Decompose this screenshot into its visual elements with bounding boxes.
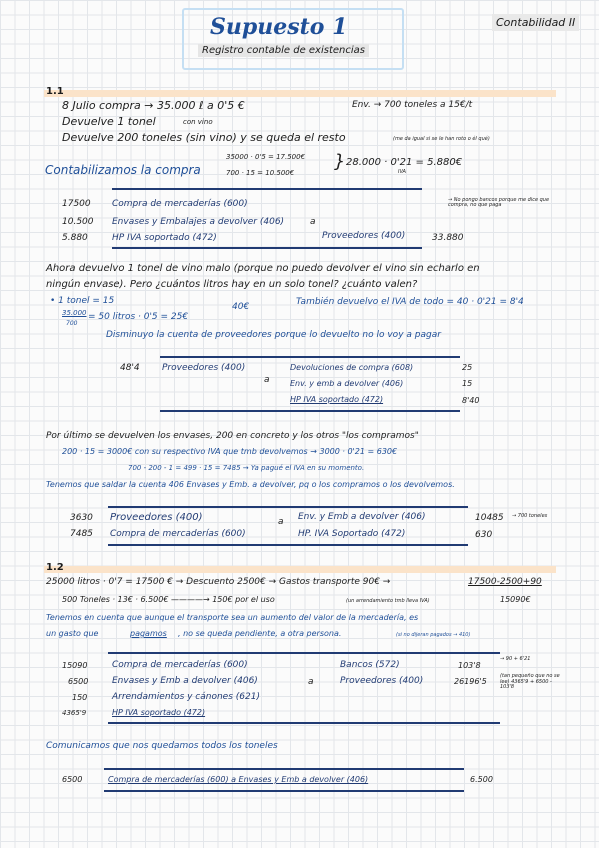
- entry-rule-top: [112, 188, 422, 190]
- sec2-line-1-calc: 17500-2500+90: [468, 577, 542, 587]
- iva-line: También devuelvo el IVA de todo = 40 · 0'21 = 8'4: [296, 297, 524, 307]
- entry5-amt-2: 6.500: [470, 775, 493, 784]
- entry2-debit-amt: 48'4: [120, 363, 140, 373]
- side-note: → No pongo bancos porque me dice que compra, no que paga: [448, 197, 550, 208]
- entry5-rule-top: [104, 768, 464, 770]
- settle-line: Tenemos que saldar la cuenta 406 Envases y Emb. a devolver, pq o los compramos o los devolvemos.: [46, 480, 455, 489]
- entry1-amt-3: 5.880: [62, 233, 88, 243]
- entry4-amt-4: 4365'9: [62, 709, 87, 717]
- entry4-acct-2: Envases y Emb a devolver (406): [112, 676, 258, 686]
- section-label: 1.1: [46, 86, 64, 97]
- sec2-line-2: 500 Toneles · 13€ · 6.500€ ————→ 150€ por el uso: [62, 595, 275, 604]
- entry4-a: a: [308, 677, 314, 687]
- entry5-text: Compra de mercaderías (600) a Envases y Emb a devolver (406): [108, 775, 369, 784]
- entry3-acct-2: Compra de mercaderías (600): [110, 529, 246, 539]
- bullet-2-numerator: 35.000: [62, 309, 87, 317]
- bullet-2-denominator: 700: [66, 320, 78, 327]
- entry1-acct-3: HP IVA soportado (472): [112, 233, 217, 243]
- entry4-credit-2: Proveedores (400): [340, 676, 424, 686]
- calc-iva-label: IVA: [398, 169, 406, 175]
- sec2-para-1: Tenemos en cuenta que aunque el transporte sea un aumento del valor de la mercadería, es: [46, 613, 419, 622]
- entry4-acct-3: Arrendamientos y cánones (621): [112, 692, 260, 702]
- section-label-2: 1.2: [46, 562, 64, 573]
- return-line-2-note: (me da igual si se le han roto o él qué): [393, 136, 490, 142]
- calc-line-2: 700 · 15 = 10.500€: [226, 169, 295, 177]
- entry2-credit-1-amt: 25: [462, 363, 473, 372]
- calc-line-3: 28.000 · 0'21 = 5.880€: [346, 157, 463, 168]
- entry2-a: a: [264, 375, 270, 385]
- course-label: Contabilidad II: [492, 14, 579, 31]
- return-line-2: Devuelve 200 toneles (sin vino) y se queda el resto: [62, 131, 346, 144]
- entry2-credit-1: Devoluciones de compra (608): [290, 363, 414, 372]
- sec2-para-2d: (si no dijeran pagados → 410): [396, 632, 471, 638]
- entry4-rule-top: [108, 652, 500, 654]
- entry4-rule-bottom: [108, 722, 500, 724]
- entry4-amt-3: 150: [72, 693, 88, 702]
- entry4-credit-2-amt: 26196'5: [454, 677, 487, 686]
- calc-line-1: 35000 · 0'5 = 17.500€: [226, 153, 306, 161]
- sec2-line-1: 25000 litros · 0'7 = 17500 € → Descuento 2500€ → Gastos transporte 90€ →: [46, 577, 391, 587]
- brace: }: [334, 151, 346, 172]
- entry5-rule-bottom: [104, 790, 464, 792]
- sec2-para-2a: un gasto que: [46, 629, 99, 638]
- entry4-amt-2: 6500: [68, 677, 89, 686]
- entry5-amt: 6500: [62, 775, 83, 784]
- returns-calc-2: 700 - 200 - 1 = 499 · 15 = 7485 → Ya pagué el IVA en su momento.: [128, 464, 365, 472]
- purchase-line: 8 Julio compra → 35.000 ℓ a 0'5 €: [62, 99, 245, 112]
- entry4-credit-1: Bancos (572): [340, 660, 400, 670]
- entry3-credit-2: HP. IVA Soportado (472): [298, 529, 406, 539]
- sec2-line-1-result: 15090€: [500, 595, 531, 604]
- section-band: [44, 90, 556, 97]
- bullet-2: = 50 litros · 0'5 = 25€: [88, 312, 189, 322]
- entry4-tiny-note-2: (tan pequeño que no se lee) 4365'9 + 6500 - 103'8: [500, 673, 560, 690]
- entry3-side-note: → 700 toneles: [512, 513, 548, 519]
- entry2-debit: Proveedores (400): [162, 363, 246, 373]
- entry3-rule-top: [108, 506, 468, 508]
- entry3-amt-2: 7485: [70, 529, 93, 539]
- entry1-credit-amt: 33.880: [432, 233, 464, 243]
- brace-total: 40€: [232, 302, 250, 312]
- returns-calc-1: 200 · 15 = 3000€ con su respectivo IVA que tmb devolvemos → 3000 · 0'21 = 630€: [62, 447, 398, 456]
- entry3-acct-1: Proveedores (400): [110, 512, 203, 523]
- entry3-credit-2-amt: 630: [475, 530, 493, 540]
- sec2-para-2c: , no se queda pendiente, a otra persona.: [178, 629, 342, 638]
- entry2-rule-bottom: [160, 410, 460, 412]
- entry1-credit: Proveedores (400): [322, 231, 406, 241]
- entry2-credit-2-amt: 15: [462, 379, 473, 388]
- entry1-a: a: [310, 217, 316, 227]
- contabilizamos-heading: Contabilizamos la compra: [45, 163, 201, 177]
- entry3-a: a: [278, 517, 284, 527]
- para-line-2: ningún envase). Pero ¿cuántos litros hay en un solo tonel? ¿cuánto valen?: [46, 279, 418, 290]
- return-line-1-note: con vino: [183, 118, 213, 126]
- entry1-acct-1: Compra de mercaderías (600): [112, 199, 248, 209]
- para-returns: Por último se devuelven los envases, 200 en concreto y los otros "los compramos": [46, 431, 419, 441]
- entry1-amt-2: 10.500: [62, 217, 94, 227]
- entry3-credit-1: Env. y Emb a devolver (406): [298, 512, 426, 522]
- reduce-line: Disminuyo la cuenta de proveedores porque lo devuelto no lo voy a pagar: [106, 330, 441, 340]
- entry2-credit-2: Env. y emb a devolver (406): [290, 379, 404, 388]
- entry4-credit-1-amt: 103'8: [458, 661, 481, 670]
- entry-rule-bottom: [112, 247, 422, 249]
- comunicamos-line: Comunicamos que nos quedamos todos los toneles: [46, 741, 278, 751]
- page-subtitle: Registro contable de existencias: [198, 44, 369, 57]
- entry2-rule-top: [160, 356, 460, 358]
- entry1-acct-2: Envases y Embalajes a devolver (406): [112, 217, 285, 227]
- entry3-rule-bottom: [108, 544, 468, 546]
- entry4-acct-4: HP IVA soportado (472): [112, 708, 206, 717]
- entry2-credit-3: HP IVA soportado (472): [290, 395, 384, 404]
- entry2-credit-3-amt: 8'40: [462, 396, 480, 405]
- para-line-1: Ahora devuelvo 1 tonel de vino malo (porque no puedo devolver el vino sin echarlo en: [46, 263, 480, 274]
- sec2-line-2-note: (un arrendamiento tmb lleva IVA): [346, 598, 430, 604]
- sec2-para-2b: pagamos: [130, 629, 167, 638]
- entry1-amt-1: 17500: [62, 199, 91, 209]
- return-line-1: Devuelve 1 tonel: [62, 115, 156, 128]
- entry3-credit-1-amt: 10485: [475, 513, 504, 523]
- entry4-acct-1: Compra de mercaderías (600): [112, 660, 248, 670]
- entry4-amt-1: 15090: [62, 661, 88, 670]
- page-title: Supuesto 1: [210, 14, 348, 40]
- entry3-amt-1: 3630: [70, 513, 93, 523]
- entry4-tiny-note-1: → 90 + 6'21: [500, 656, 531, 662]
- bullet-1: • 1 tonel = 15: [50, 296, 115, 306]
- section-band-2: [44, 566, 556, 573]
- containers-line: Env. → 700 toneles a 15€/t: [352, 100, 473, 110]
